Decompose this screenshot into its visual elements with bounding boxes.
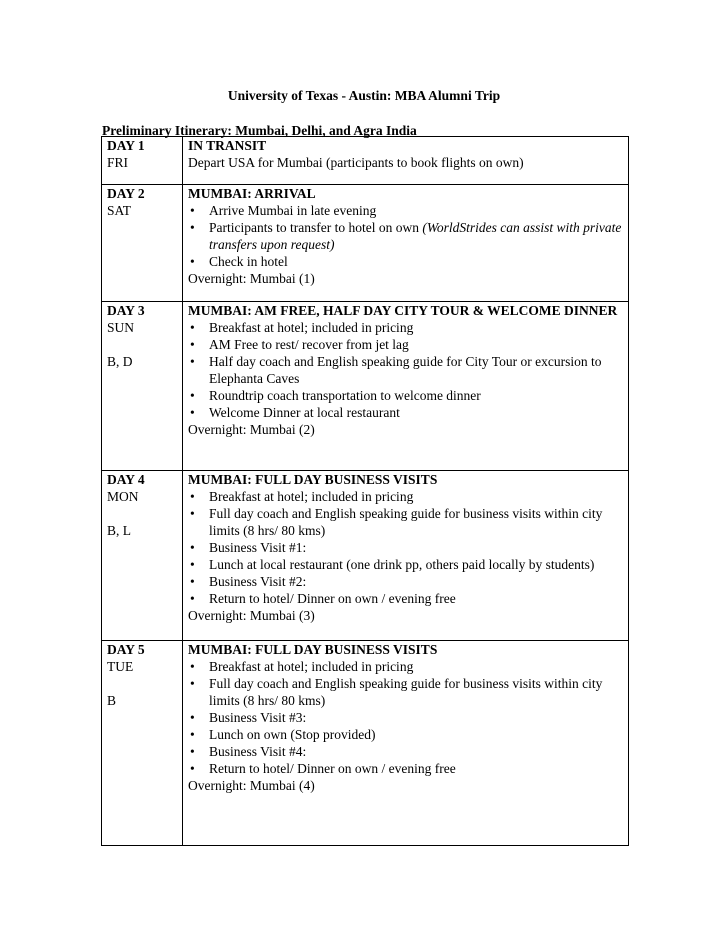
- list-item: • Return to hotel/ Dinner on own / evening free: [188, 760, 624, 777]
- list-item: • Business Visit #4:: [188, 743, 624, 760]
- itinerary-row-day-4: [102, 471, 629, 641]
- details-cell: [183, 302, 629, 471]
- list-item: • Lunch on own (Stop provided): [188, 726, 624, 743]
- details-cell: [183, 471, 629, 641]
- itinerary-table: [101, 136, 629, 846]
- details-cell: [183, 185, 629, 302]
- list-item: • Breakfast at hotel; included in pricing: [188, 488, 624, 505]
- activity-list: [188, 658, 624, 777]
- day-heading: MUMBAI: AM FREE, HALF DAY CITY TOUR & WELCOME DINNER: [188, 303, 618, 318]
- day-number: DAY 1: [107, 138, 145, 153]
- day-weekday: SUN: [107, 320, 135, 335]
- activity-list: [188, 319, 624, 421]
- itinerary-row-day-5: [102, 641, 629, 846]
- list-item: • Breakfast at hotel; included in pricing: [188, 658, 624, 675]
- list-item: • Participants to transfer to hotel on own (WorldStrides can assist with private transfers upon request): [188, 219, 624, 253]
- document-title: University of Texas - Austin: MBA Alumni Trip: [227, 88, 501, 103]
- activity-list: [188, 202, 624, 270]
- day-number: DAY 4: [107, 472, 145, 487]
- meals-included: B, L: [107, 523, 132, 538]
- list-item: • Lunch at local restaurant (one drink pp, others paid locally by students): [188, 556, 624, 573]
- activity-list: [188, 488, 624, 607]
- day-number: DAY 3: [107, 303, 145, 318]
- overnight-label: Overnight: Mumbai (2): [188, 422, 315, 437]
- day-cell: [102, 641, 183, 846]
- list-item: • Business Visit #1:: [188, 539, 624, 556]
- list-item: • Welcome Dinner at local restaurant: [188, 404, 624, 421]
- day-number: DAY 5: [107, 642, 145, 657]
- day-cell: [102, 302, 183, 471]
- day-cell: [102, 137, 183, 185]
- itinerary-row-day-2: [102, 185, 629, 302]
- day-heading: MUMBAI: ARRIVAL: [188, 186, 316, 201]
- day-cell: [102, 471, 183, 641]
- day-weekday: TUE: [107, 659, 134, 674]
- list-item: • Roundtrip coach transportation to welcome dinner: [188, 387, 624, 404]
- day-cell: [102, 185, 183, 302]
- day-weekday: FRI: [107, 155, 129, 170]
- transfer-note: (WorldStrides can assist with private transfers upon request): [209, 220, 622, 252]
- list-item: • AM Free to rest/ recover from jet lag: [188, 336, 624, 353]
- day-heading: MUMBAI: FULL DAY BUSINESS VISITS: [188, 472, 438, 487]
- day-weekday: SAT: [107, 203, 132, 218]
- itinerary-row-day-3: [102, 302, 629, 471]
- meals-included: B, D: [107, 354, 133, 369]
- list-item: • Return to hotel/ Dinner on own / evening free: [188, 590, 624, 607]
- meals-included: B: [107, 693, 117, 708]
- day-number: DAY 2: [107, 186, 145, 201]
- list-item: • Business Visit #2:: [188, 573, 624, 590]
- day-heading: MUMBAI: FULL DAY BUSINESS VISITS: [188, 642, 438, 657]
- list-item: • Half day coach and English speaking guide for City Tour or excursion to Elephanta Caves: [188, 353, 624, 387]
- overnight-label: Overnight: Mumbai (4): [188, 778, 315, 793]
- day-text: Depart USA for Mumbai (participants to book flights on own): [188, 155, 524, 170]
- details-cell: [183, 641, 629, 846]
- details-cell: [183, 137, 629, 185]
- overnight-label: Overnight: Mumbai (3): [188, 608, 315, 623]
- overnight-label: Overnight: Mumbai (1): [188, 271, 315, 286]
- list-item: • Full day coach and English speaking guide for business visits within city limits (8 hrs/ 80 kms): [188, 675, 624, 709]
- list-item: • Business Visit #3:: [188, 709, 624, 726]
- list-item: • Arrive Mumbai in late evening: [188, 202, 624, 219]
- day-weekday: MON: [107, 489, 139, 504]
- list-item: • Full day coach and English speaking guide for business visits within city limits (8 hrs/ 80 kms): [188, 505, 624, 539]
- itinerary-subtitle: Preliminary Itinerary: Mumbai, Delhi, and Agra India: [102, 123, 417, 138]
- day-heading: IN TRANSIT: [188, 138, 267, 153]
- list-item: • Check in hotel: [188, 253, 624, 270]
- itinerary-row-day-1: [102, 137, 629, 185]
- list-item: • Breakfast at hotel; included in pricing: [188, 319, 624, 336]
